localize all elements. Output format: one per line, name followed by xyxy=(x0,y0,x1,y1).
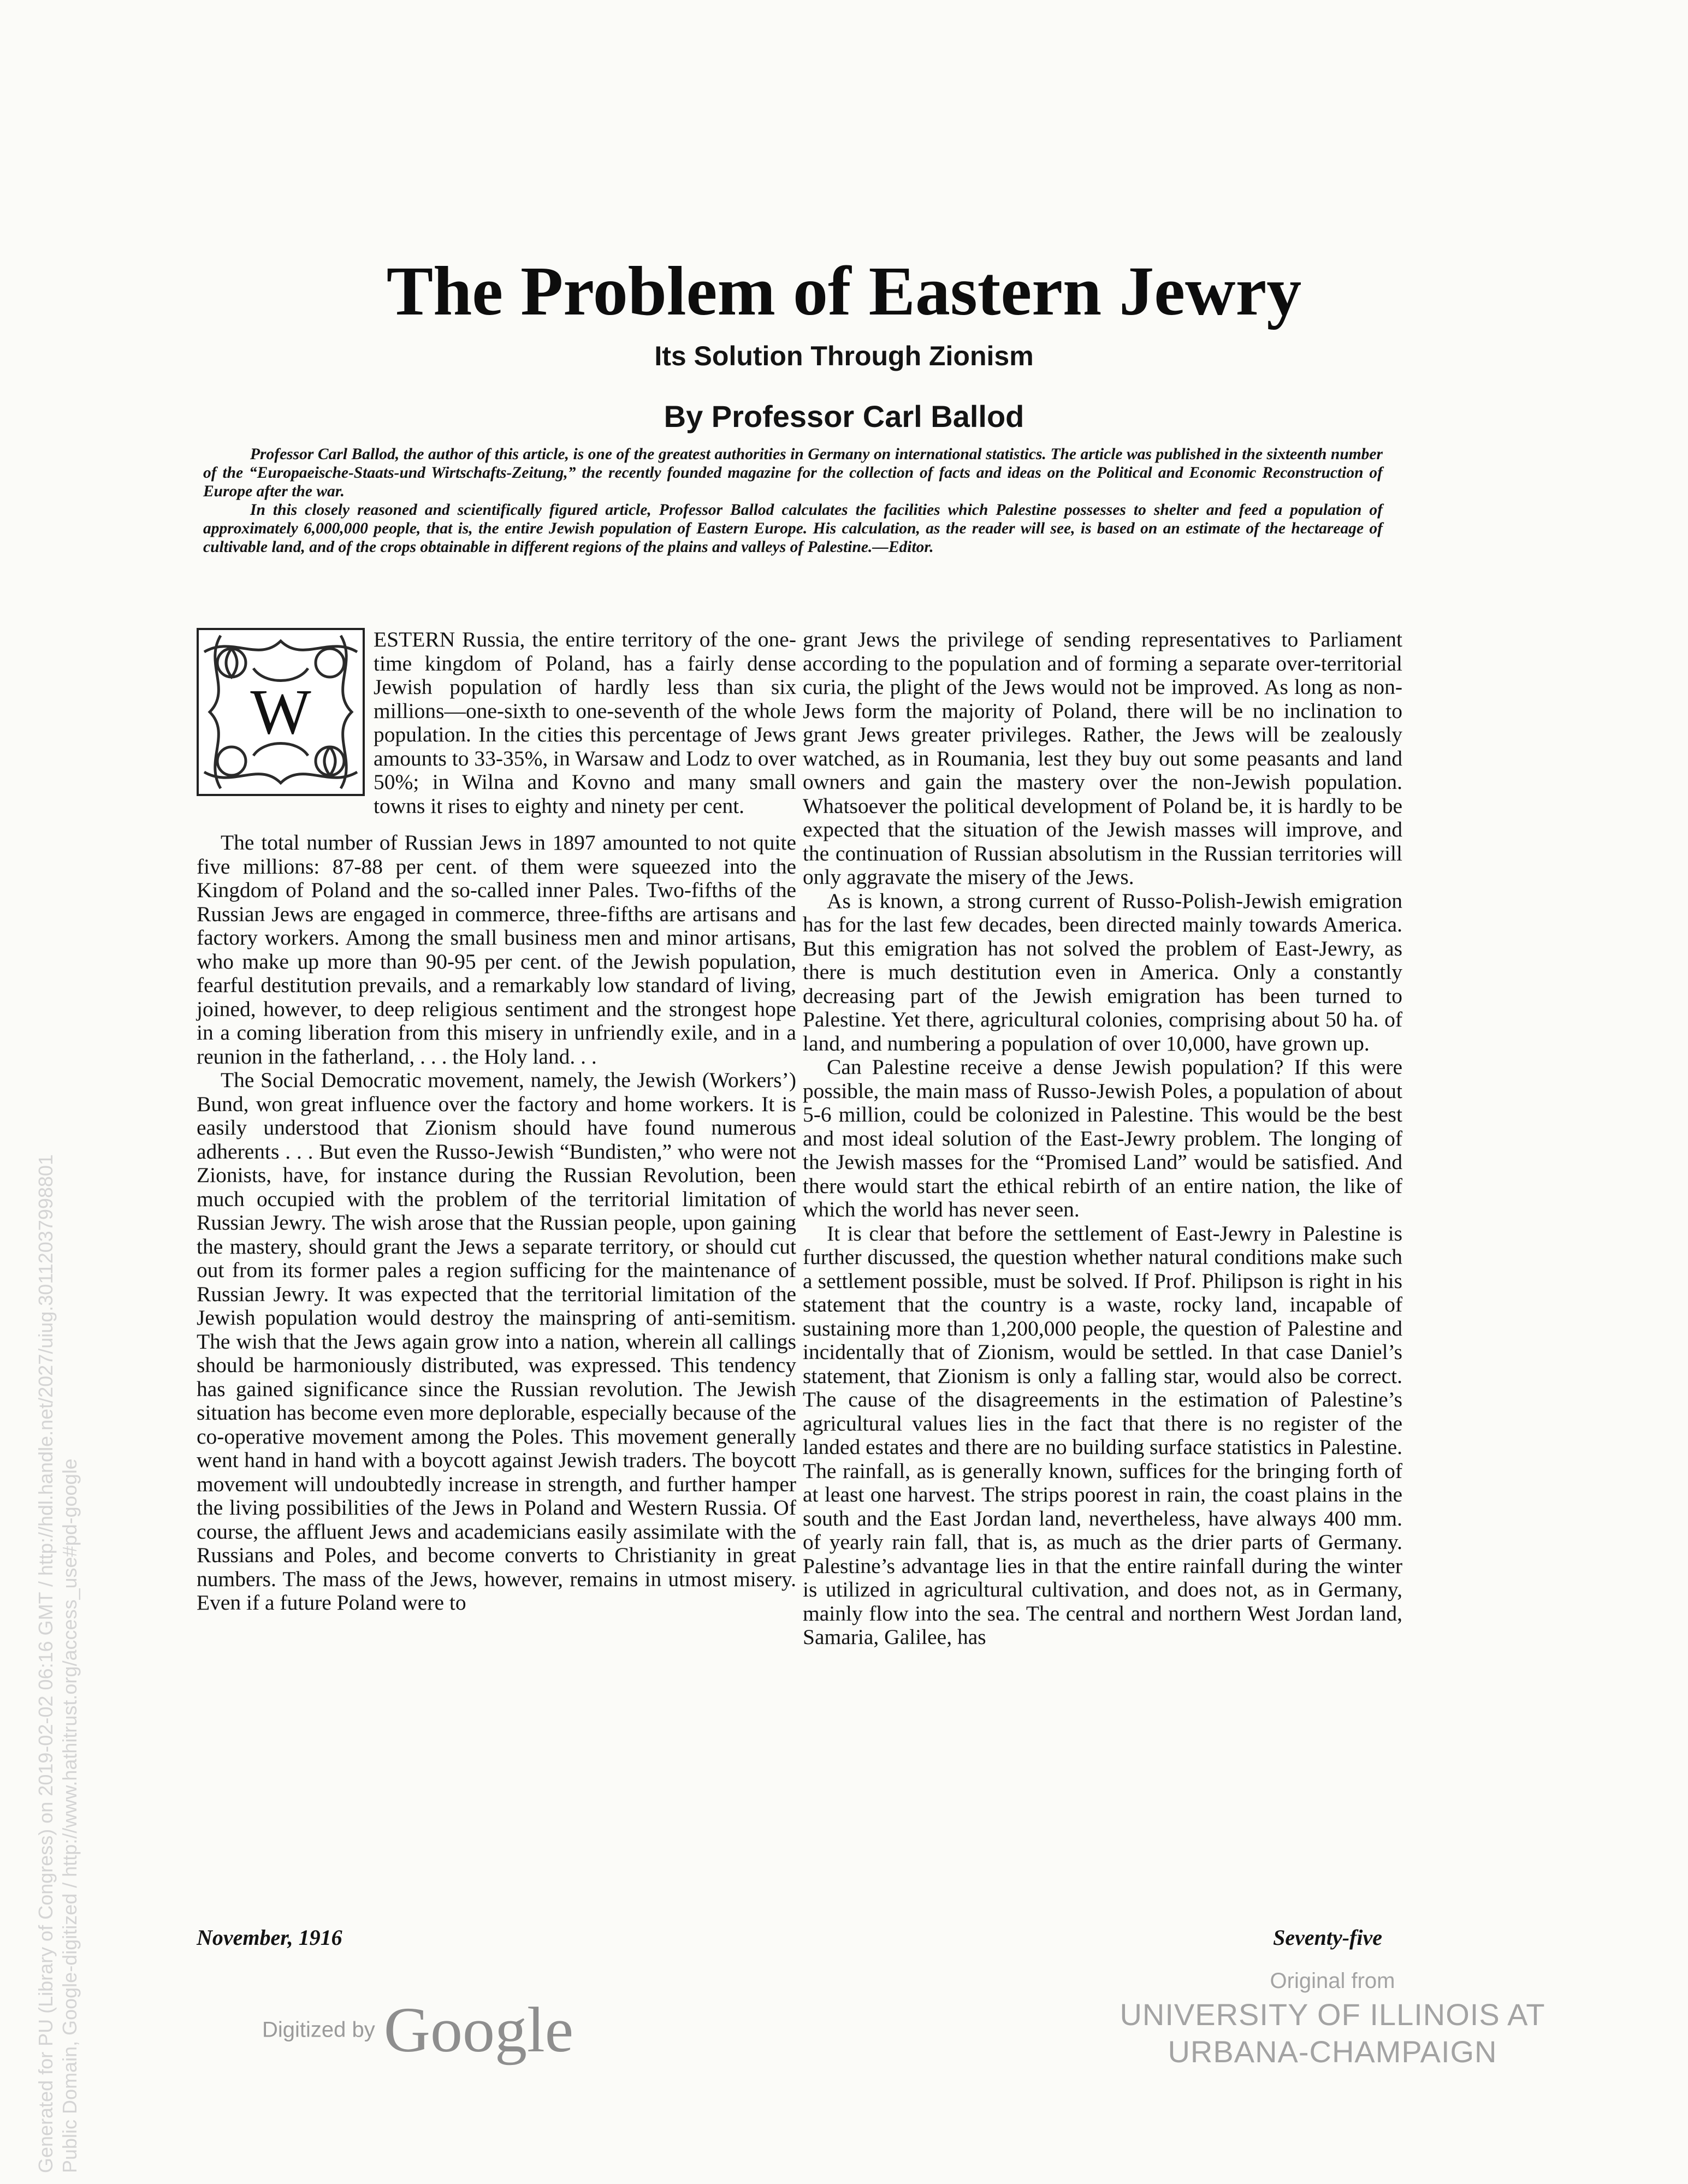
article-title: The Problem of Eastern Jewry xyxy=(386,252,1302,330)
university-name-line1: UNIVERSITY OF ILLINOIS AT xyxy=(1120,1997,1545,2032)
editor-note-paragraph: Professor Carl Ballod, the author of this article, is one of the greatest authorities in Germany on international statistics. The article was published in the sixteenth number of the “Europaeische-Staats-und Wirtschafts-Zeitung,” the recently founded magazine for the collection of facts and ideas on the Political and Economic Reconstruction of Europe after the war. xyxy=(203,446,1383,500)
right-column xyxy=(803,628,1402,1649)
original-source-credit xyxy=(1059,1966,1606,2070)
hathitrust-watermark xyxy=(34,808,82,2173)
page-number: Seventy-five xyxy=(1273,1925,1382,1950)
decorative-initial xyxy=(197,628,365,796)
body-paragraph: As is known, a strong current of Russo-Polish-Jewish emigration has for the last few decades, been directed mainly towards America. But this emigration has not solved the problem of East-Jewry, as there is much destitution even in America. Only a constantly decreasing part of the Jewish emigration has been turned to Palestine. Yet there, agricultural colonies, comprising about 50 ha. of land, and numbering a population of over 10,000, have grown up. xyxy=(803,888,1402,1055)
google-logo: Google xyxy=(383,1994,574,2066)
university-name-line2: URBANA-CHAMPAIGN xyxy=(1168,2034,1497,2069)
article-byline: By Professor Carl Ballod xyxy=(664,399,1024,434)
article-subtitle: Its Solution Through Zionism xyxy=(654,341,1034,371)
body-paragraph: The Social Democratic movement, namely, the Jewish (Workers’) Bund, won great influence over the factory and home workers. It is easily understood that Zionism should have found numerous adherents . . . But even the Russo-Jewish “Bundisten,” who were not Zionists, have, for instance during the Russian Revolution, been much occupied with the problem of the territorial limitation of Russian Jewry. The wish arose that the Russian people, upon gaining the mastery, should grant the Jews a separate territory, or should cut out from its former pales a region sufficing for the maintenance of Russian Jewry. It was expected that the territorial limitation of the Jewish population would destroy the mainspring of anti-semitism. The wish that the Jews again grow into a nation, wherein all callings should be harmoniously distributed, was expressed. This tendency has gained significance since the Russian revolution. The Jewish situation has become even more deplorable, especially because of the co-operative movement among the Poles. This movement generally went hand in hand with a boycott against Jewish traders. The boycott movement will undoubtedly increase in strength, and further hamper the living possibilities of the Jews in Poland and Western Russia. Of course, the affluent Jews and academicians easily assimilate with the Russians and Poles, and become converts to Christianity in great numbers. The mass of the Jews, however, remains in utmost misery. Even if a future Poland were to xyxy=(197,1068,796,1615)
watermark-line: Public Domain, Google-digitized / http://www.hathitrust.org/access_use#pd-google xyxy=(58,1458,81,2173)
body-paragraph: It is clear that before the settlement of East-Jewry in Palestine is further discussed, the question whether natural conditions make such a settlement possible, must be solved. If Prof. Philipson is right in his statement that the country is a waste, rocky land, incapable of sustaining more than 1,200,000 people, the question of Palestine and incidentally that of Zionism, would be settled. In that case Daniel’s statement, that Zionism is only a falling star, would also be correct. The cause of the disagreements in the estimation of Palestine’s agricultural values lies in the fact that there is no register of the landed estates and there are no building surface statistics in Palestine. The rainfall, as is generally known, suffices for the bringing forth of at least one harvest. The strips poorest in rain, the coast plains in the south and the East Jordan land, nevertheless, have always 400 mm. of yearly rain fall, that is, as much as the drier parts of Germany. Palestine’s advantage lies in that the entire rainfall during the winter is utilized in agricultural cultivation, and does not, as in Germany, mainly flow into the sea. The central and northern West Jordan land, Samaria, Galilee, has xyxy=(803,1221,1402,1649)
watermark-line: Generated for PU (Library of Congress) on 2019-02-02 06:16 GMT / http://hdl.handle.net/2027/uiug.30112037998801 xyxy=(34,1154,57,2173)
issue-date: November, 1916 xyxy=(197,1925,342,1950)
body-paragraph: grant Jews the privilege of sending representatives to Parliament according to the population and of forming a separate over-territorial curia, the plight of the Jews would not be improved. As long as non-Jews form the majority of Poland, there will be no inclination to grant Jews greater privileges. Rather, the Jews will be zealously watched, as in Roumania, lest they buy out some peasants and land owners and gain the mastery over the non-Jewish population. Whatsoever the political development of Poland be, it is hardly to be expected that the situation of the Jewish masses will improve, and the continuation of Russian absolutism in the Russian territories will only aggravate the misery of the Jews. xyxy=(803,627,1402,889)
body-paragraph: ESTERN Russia, the entire territory of the one-time kingdom of Poland, has a fairly dense Jewish population of hardly less than six millions—one-sixth to one-seventh of the whole population. In the cities this percentage of Jews amounts to 33-35%, in Warsaw and Lodz to over 50%; in Wilna and Kovno and many small towns it rises to eighty and ninety per cent. xyxy=(374,627,796,818)
digitized-by-label: Digitized by xyxy=(262,2017,375,2042)
original-from-label: Original from xyxy=(1270,1969,1395,1993)
editor-note-paragraph: In this closely reasoned and scientifically figured article, Professor Ballod calculates the facilities which Palestine possesses to shelter and feed a population of approximately 6,000,000 people, that is, the entire Jewish population of Eastern Europe. His calculation, as the reader will see, is based on an estimate of the hectareage of cultivable land, and of the crops obtainable in different regions of the plains and valleys of Palestine.—Editor. xyxy=(203,501,1383,556)
body-paragraph: The total number of Russian Jews in 1897 amounted to not quite five millions: 87-88 per cent. of them were squeezed into the Kingdom of Poland and the so-called inner Pales. Two-fifths of the Russian Jews are engaged in commerce, three-fifths are artisans and factory workers. Among the small business men and minor artisans, who make up more than 90-95 per cent. of the Jewish population, fearful destitution prevails, and a remarkably low standard of living, joined, however, to deep religious sentiment and the strongest hope in a coming liberation from this misery in unfriendly exile, and in a reunion in the fatherland, . . . the Holy land. . . xyxy=(197,830,796,1069)
body-paragraph: Can Palestine receive a dense Jewish population? If this were possible, the main mass of Russo-Jewish Poles, a population of about 5-6 million, could be colonized in Palestine. This would be the best and most ideal solution of the East-Jewry problem. The longing of the Jewish masses for the “Promised Land” would be satisfied. And there would start the ethical rebirth of an entire nation, the like of which the world has never seen. xyxy=(803,1055,1402,1221)
initial-letter: W xyxy=(250,676,311,747)
left-column xyxy=(197,628,796,1615)
editor-note xyxy=(203,445,1383,556)
digitized-by-credit xyxy=(262,1993,573,2067)
